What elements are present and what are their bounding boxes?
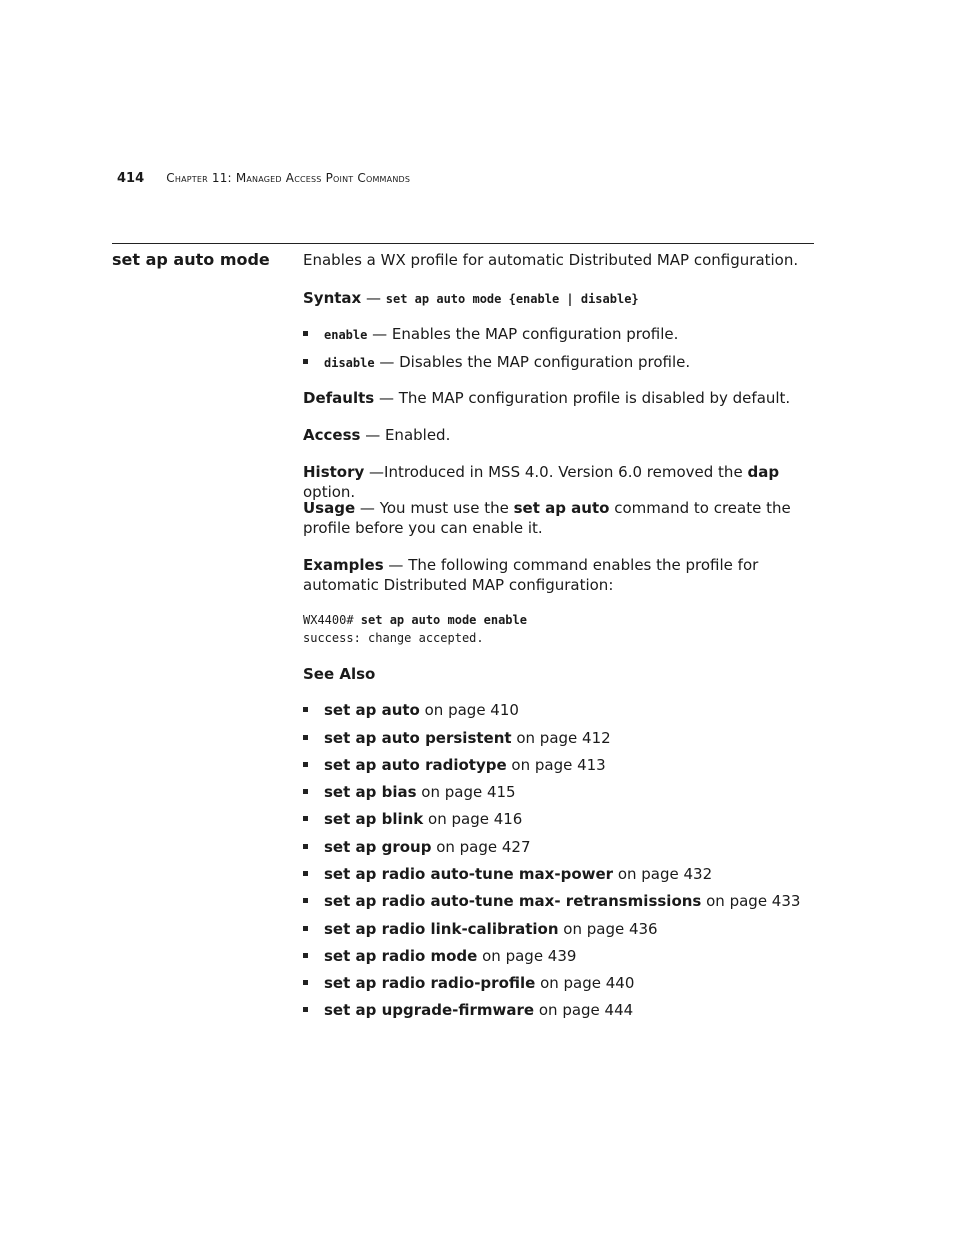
see-also-link[interactable]: set ap group <box>324 838 432 856</box>
bullet-icon <box>303 762 308 767</box>
bullet-icon <box>303 1007 308 1012</box>
examples-paragraph <box>303 555 815 595</box>
page-ref: on page 415 <box>416 783 516 801</box>
history-paragraph <box>303 462 815 502</box>
see-also-link[interactable]: set ap blink <box>324 810 424 828</box>
section-title: set ap auto mode <box>112 250 270 269</box>
list-item <box>303 352 690 373</box>
list-item <box>303 1000 633 1020</box>
bullet-icon <box>303 707 308 712</box>
history-bold: dap <box>747 463 780 481</box>
page-ref: on page 412 <box>511 729 611 747</box>
bullet-icon <box>303 980 308 985</box>
see-also-link[interactable]: set ap bias <box>324 783 417 801</box>
list-item <box>303 837 531 857</box>
bullet-icon <box>303 953 308 958</box>
list-item <box>303 700 519 720</box>
page-ref: on page 439 <box>477 947 577 965</box>
see-also-link[interactable]: set ap radio link-calibration <box>324 920 559 938</box>
list-item <box>303 973 634 993</box>
code-block <box>303 611 527 647</box>
option-name: disable <box>324 356 375 370</box>
running-header <box>117 171 410 186</box>
bullet-icon <box>303 331 308 336</box>
usage-paragraph <box>303 498 815 538</box>
usage-bold: set ap auto <box>513 499 610 517</box>
bullet-icon <box>303 735 308 740</box>
history-text-end: option. <box>303 483 356 501</box>
option-desc: — Disables the MAP configuration profile. <box>374 353 691 371</box>
see-also-heading: See Also <box>303 665 376 683</box>
see-also-link[interactable]: set ap radio auto-tune max- retransmissions <box>324 892 702 910</box>
access-paragraph <box>303 425 815 445</box>
defaults-text: — The MAP configuration profile is disabled by default. <box>374 389 791 407</box>
usage-text-end: command to create the profile before you can enable it. <box>303 499 791 537</box>
bullet-icon <box>303 871 308 876</box>
page-ref: on page 427 <box>431 838 531 856</box>
see-also-link[interactable]: set ap radio auto-tune max-power <box>324 865 614 883</box>
list-item <box>303 728 611 748</box>
history-text: —Introduced in MSS 4.0. Version 6.0 removed the <box>364 463 748 481</box>
code-command: set ap auto mode enable <box>360 613 527 627</box>
usage-label: Usage <box>303 499 356 517</box>
list-item <box>303 755 606 775</box>
access-text: — Enabled. <box>360 426 451 444</box>
chapter-title: Chapter 11: Managed Access Point Commands <box>166 171 411 185</box>
option-desc: — Enables the MAP configuration profile. <box>367 325 679 343</box>
code-prompt: WX4400# <box>303 613 361 627</box>
list-item <box>303 891 800 911</box>
page-number: 414 <box>117 171 145 186</box>
list-item <box>303 809 522 829</box>
see-also-link[interactable]: set ap radio radio-profile <box>324 974 536 992</box>
see-also-link[interactable]: set ap auto <box>324 701 420 719</box>
syntax-sep: — <box>361 289 386 307</box>
option-name: enable <box>324 328 368 342</box>
bullet-icon <box>303 789 308 794</box>
bullet-icon <box>303 816 308 821</box>
access-label: Access <box>303 426 361 444</box>
bullet-icon <box>303 844 308 849</box>
list-item <box>303 946 576 966</box>
see-also-link[interactable]: set ap auto persistent <box>324 729 512 747</box>
see-also-link[interactable]: set ap radio mode <box>324 947 478 965</box>
list-item <box>303 782 516 802</box>
section-description: Enables a WX profile for automatic Distributed MAP configuration. <box>303 251 799 269</box>
defaults-paragraph <box>303 388 815 408</box>
examples-label: Examples <box>303 556 384 574</box>
see-also-link[interactable]: set ap upgrade-firmware <box>324 1001 535 1019</box>
list-item <box>303 864 712 884</box>
bullet-icon <box>303 926 308 931</box>
page-ref: on page 416 <box>423 810 523 828</box>
list-item <box>303 324 678 345</box>
page-ref: on page 436 <box>558 920 658 938</box>
page-ref: on page 432 <box>613 865 713 883</box>
history-label: History <box>303 463 365 481</box>
page-ref: on page 444 <box>534 1001 634 1019</box>
page-ref: on page 413 <box>506 756 606 774</box>
examples-text: — The following command enables the profile for automatic Distributed MAP configuration: <box>303 556 759 594</box>
bullet-icon <box>303 359 308 364</box>
usage-text: — You must use the <box>355 499 514 517</box>
syntax-label: Syntax <box>303 289 362 307</box>
page-ref: on page 433 <box>701 892 801 910</box>
section-rule <box>112 243 814 244</box>
code-output: success: change accepted. <box>303 631 484 645</box>
see-also-link[interactable]: set ap auto radiotype <box>324 756 507 774</box>
bullet-icon <box>303 898 308 903</box>
defaults-label: Defaults <box>303 389 375 407</box>
syntax-line <box>303 288 815 309</box>
page-ref: on page 440 <box>535 974 635 992</box>
list-item <box>303 919 658 939</box>
page-ref: on page 410 <box>419 701 519 719</box>
syntax-command: set ap auto mode {enable | disable} <box>385 292 639 306</box>
